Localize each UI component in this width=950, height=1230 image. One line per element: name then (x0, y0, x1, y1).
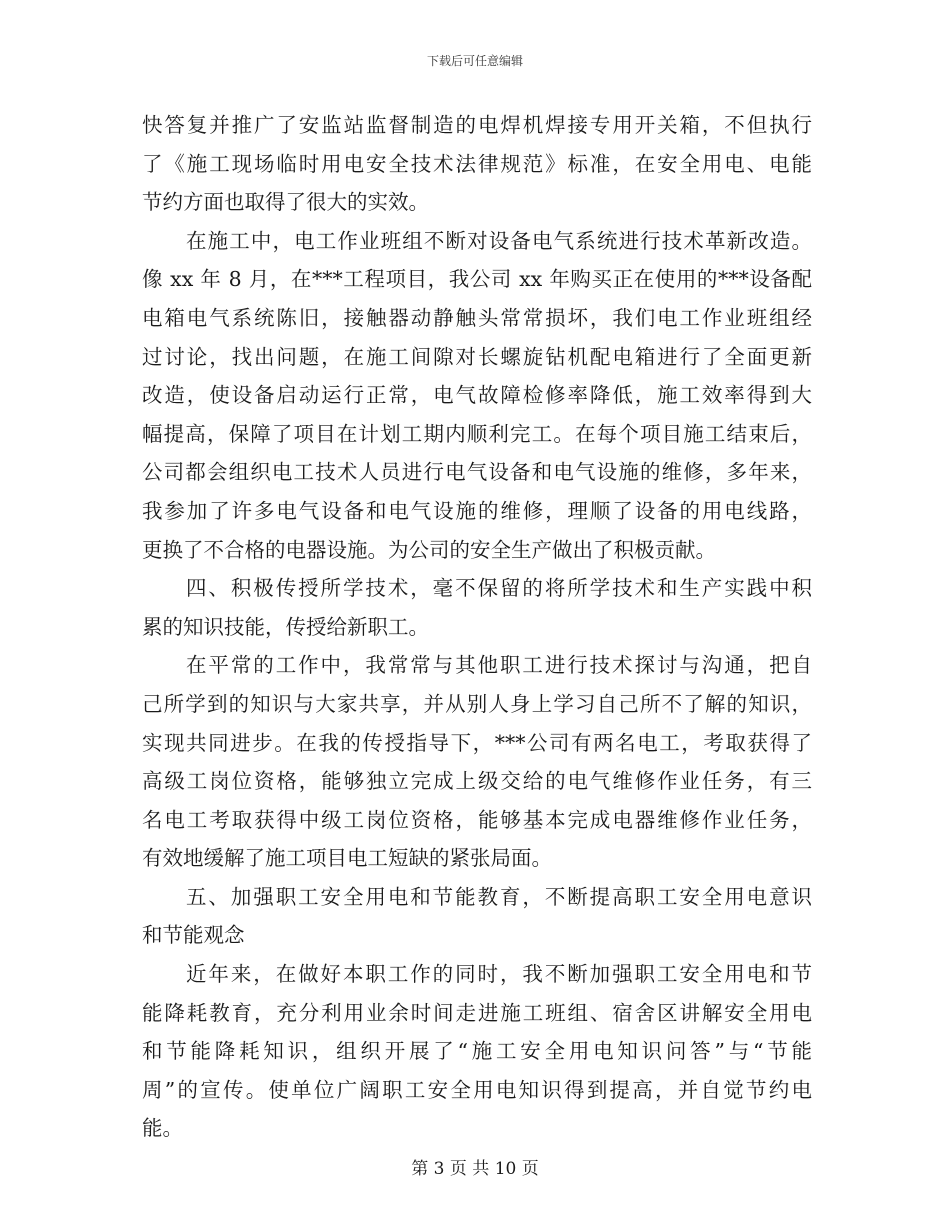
text-line: 和节能降耗知识，组织开展了“施工安全用电知识问答”与“节能 (142, 1039, 812, 1064)
text-line: 幅提高，保障了项目在计划工期内顺利完工。在每个项目施工结束后， (142, 421, 812, 446)
text-line: 周”的宣传。使单位广阔职工安全用电知识得到提高，并自觉节约电 (142, 1077, 812, 1102)
text-line: 在施工中，电工作业班组不断对设备电气系统进行技术革新改造。 (186, 228, 812, 253)
text-line: 近年来，在做好本职工作的同时，我不断加强职工安全用电和节 (186, 962, 812, 987)
text-line: 快答复并推广了安监站监督制造的电焊机焊接专用开关箱，不但执行 (142, 113, 812, 137)
document-body (142, 106, 812, 1148)
text-line: 实现共同进步。在我的传授指导下，***公司有两名电工，考取获得了 (142, 730, 812, 755)
text-line: 公司都会组织电工技术人员进行电气设备和电气设施的维修，多年来， (142, 460, 812, 485)
text-line: 像 xx 年 8 月，在***工程项目，我公司 xx 年购买正在使用的***设备配 (142, 267, 812, 292)
page-number: 第 3 页 共 10 页 (411, 1159, 539, 1179)
paragraph (142, 955, 812, 1148)
text-line: 电箱电气系统陈旧，接触器动静触头常常损坏，我们电工作业班组经 (142, 305, 812, 330)
text-line: 过讨论，找出问题，在施工间隙对长螺旋钻机配电箱进行了全面更新 (142, 344, 812, 369)
text-line: 能降耗教育，充分利用业余时间走进施工班组、宿舍区讲解安全用电 (142, 1000, 812, 1025)
text-line: 能。 (142, 1116, 183, 1141)
text-line: 节约方面也取得了很大的实效。 (142, 190, 429, 215)
paragraph (142, 878, 812, 955)
text-line: 四、积极传授所学技术，毫不保留的将所学技术和生产实践中积 (186, 576, 812, 601)
page-header-note: 下载后可任意编辑 (426, 54, 523, 68)
paragraph (142, 569, 812, 646)
text-line: 名电工考取获得中级工岗位资格，能够基本完成电器维修作业任务， (142, 807, 812, 832)
text-line: 了《施工现场临时用电安全技术法律规范》标准，在安全用电、电能 (142, 151, 812, 176)
text-line: 在平常的工作中，我常常与其他职工进行技术探讨与沟通，把自 (186, 653, 812, 678)
text-line: 有效地缓解了施工项目电工短缺的紧张局面。 (142, 846, 552, 871)
text-line: 五、加强职工安全用电和节能教育，不断提高职工安全用电意识 (186, 884, 812, 909)
paragraph (142, 222, 812, 569)
text-line: 累的知识技能，传授给新职工。 (142, 614, 429, 639)
text-line: 改造，使设备启动运行正常，电气故障检修率降低，施工效率得到大 (142, 383, 812, 408)
paragraph (142, 646, 812, 878)
text-line: 高级工岗位资格，能够独立完成上级交给的电气维修作业任务，有三 (142, 769, 812, 794)
text-line: 己所学到的知识与大家共享，并从别人身上学习自己所不了解的知识， (142, 691, 812, 716)
text-line: 我参加了许多电气设备和电气设施的维修，理顺了设备的用电线路， (142, 498, 812, 523)
text-line: 更换了不合格的电器设施。为公司的安全生产做出了积极贡献。 (142, 537, 716, 562)
text-line: 和节能观念 (142, 923, 245, 948)
paragraph (142, 106, 812, 222)
